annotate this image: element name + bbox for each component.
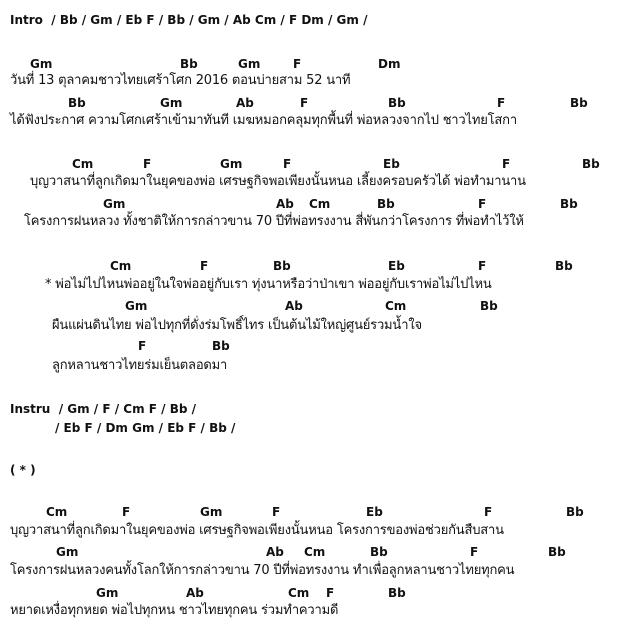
chord: Cm bbox=[288, 586, 310, 600]
chord: F bbox=[484, 505, 493, 519]
chord: Dm bbox=[378, 57, 401, 71]
lyric-line: บุญวาสนาที่ลูกเกิดมาในยุคของพ่อ เศรษฐกิจพอเพียงนั้นหนอ โครงการของพ่อช่วยกันสืบสาน bbox=[10, 523, 504, 538]
chord: Gm bbox=[30, 57, 53, 71]
chord: Bb bbox=[570, 96, 588, 110]
chord-row bbox=[0, 196, 620, 212]
chord: F bbox=[138, 339, 147, 353]
repeat-marker-text: ( * ) bbox=[10, 463, 36, 477]
repeat-marker bbox=[10, 462, 36, 478]
chord: F bbox=[300, 96, 309, 110]
lyric-line: โครงการฝนหลวงคนทั้งโลกให้การกล่าวขาน 70 ปีที่พ่อทรงงาน ทำเพื่อลูกหลานชาวไทยทุกคน bbox=[10, 563, 515, 578]
chord-row bbox=[0, 338, 620, 354]
chord: Eb bbox=[366, 505, 383, 519]
instru-line-2-row bbox=[55, 420, 235, 436]
chord: Bb bbox=[566, 505, 584, 519]
chord: Bb bbox=[180, 57, 198, 71]
chord-row bbox=[0, 298, 620, 314]
chord-row bbox=[0, 585, 620, 601]
lyric-line: * พ่อไม่ไปไหนพ่ออยู่ในใจพ่ออยู่กับเรา ทุ่งนาหรือว่าป่าเขา พ่ออยู่กับเราพ่อไม่ไปไหน bbox=[45, 277, 492, 292]
chord: Cm bbox=[385, 299, 407, 313]
lyric-row bbox=[0, 562, 620, 578]
chord: F bbox=[293, 57, 302, 71]
lyric-line: บุญวาสนาที่ลูกเกิดมาในยุคของพ่อ เศรษฐกิจพอเพียงนั้นหนอ เลี้ยงครอบครัวได้ พ่อทำมานาน bbox=[30, 174, 526, 189]
chord: Ab bbox=[276, 197, 294, 211]
chord: F bbox=[326, 586, 335, 600]
lyric-row bbox=[0, 602, 620, 618]
chord: Cm bbox=[46, 505, 68, 519]
chord: F bbox=[122, 505, 131, 519]
chord: F bbox=[502, 157, 511, 171]
chord: Ab bbox=[236, 96, 254, 110]
chord: Gm bbox=[160, 96, 183, 110]
chord: Bb bbox=[555, 259, 573, 273]
chord: Ab bbox=[186, 586, 204, 600]
chord: Bb bbox=[212, 339, 230, 353]
chord: Bb bbox=[560, 197, 578, 211]
chord: Bb bbox=[582, 157, 600, 171]
chord: Bb bbox=[370, 545, 388, 559]
instru-section bbox=[10, 401, 196, 417]
chord: F bbox=[478, 197, 487, 211]
chord: Ab bbox=[266, 545, 284, 559]
chord: F bbox=[272, 505, 281, 519]
lyric-row bbox=[0, 357, 620, 373]
lyric-line: โครงการฝนหลวง ทั้งชาติให้การกล่าวขาน 70 ปีที่พ่อทรงงาน สี่พันกว่าโครงการ ที่พ่อทำไว้ให้ bbox=[24, 214, 524, 229]
chord: Bb bbox=[273, 259, 291, 273]
chord: F bbox=[478, 259, 487, 273]
chord: Cm bbox=[304, 545, 326, 559]
chord: Cm bbox=[110, 259, 132, 273]
chord: Eb bbox=[388, 259, 405, 273]
chord: F bbox=[470, 545, 479, 559]
lyric-row bbox=[0, 522, 620, 538]
chord: Eb bbox=[383, 157, 400, 171]
chord: Bb bbox=[377, 197, 395, 211]
intro-progression: / Bb / Gm / Eb F / Bb / Gm / Ab Cm / F Dm / Gm / bbox=[51, 13, 368, 27]
instru-line-2: / Eb F / Dm Gm / Eb F / Bb / bbox=[55, 421, 236, 435]
chord: F bbox=[283, 157, 292, 171]
chord: Cm bbox=[72, 157, 94, 171]
chord: Bb bbox=[480, 299, 498, 313]
chord-row bbox=[0, 504, 620, 520]
chord: Bb bbox=[68, 96, 86, 110]
lyric-line: ลูกหลานชาวไทยร่มเย็นตลอดมา bbox=[52, 358, 228, 373]
chord: Gm bbox=[125, 299, 148, 313]
chord: Gm bbox=[200, 505, 223, 519]
chord: F bbox=[497, 96, 506, 110]
chord: Cm bbox=[309, 197, 331, 211]
lyric-row bbox=[0, 213, 620, 229]
chord: Gm bbox=[56, 545, 79, 559]
chord: Gm bbox=[238, 57, 261, 71]
lyric-row bbox=[0, 112, 620, 128]
instru-line-1: / Gm / F / Cm F / Bb / bbox=[58, 402, 197, 416]
chord-row bbox=[0, 544, 620, 560]
lyric-row bbox=[0, 317, 620, 333]
chord: Bb bbox=[388, 586, 406, 600]
chord-row bbox=[0, 156, 620, 172]
chord: F bbox=[200, 259, 209, 273]
chord-row bbox=[0, 258, 620, 274]
lyric-line: หยาดเหงื่อทุกหยด พ่อไปทุกหน ชาวไทยทุกคน ร่วมทำความดี bbox=[10, 603, 339, 618]
chord: Gm bbox=[103, 197, 126, 211]
chord: F bbox=[143, 157, 152, 171]
intro-section bbox=[10, 12, 367, 28]
instru-label: Instru bbox=[10, 402, 51, 416]
chord-row bbox=[0, 95, 620, 111]
lyric-row bbox=[0, 276, 620, 292]
chord: Ab bbox=[285, 299, 303, 313]
lyric-row bbox=[0, 173, 620, 189]
chord: Gm bbox=[96, 586, 119, 600]
chord: Gm bbox=[220, 157, 243, 171]
lyric-row bbox=[0, 72, 620, 88]
lyric-line: ได้ฟังประกาศ ความโศกเศร้าเข้ามาทันที เมฆหมอกคลุมทุกพื้นที่ พ่อหลวงจากไป ชาวไทยโสกา bbox=[10, 113, 517, 128]
lyric-line: ผืนแผ่นดินไทย พ่อไปทุกที่ดั่งร่มโพธิ์ไทร เป็นต้นไม้ใหญ่ศูนย์รวมน้ำใจ bbox=[52, 318, 422, 333]
lyric-line: วันที่ 13 ตุลาคมชาวไทยเศร้าโศก 2016 ตอนบ่ายสาม 52 นาที bbox=[10, 73, 351, 88]
chord: Bb bbox=[388, 96, 406, 110]
intro-label: Intro bbox=[10, 13, 43, 27]
chord-row bbox=[0, 56, 620, 72]
chord: Bb bbox=[548, 545, 566, 559]
